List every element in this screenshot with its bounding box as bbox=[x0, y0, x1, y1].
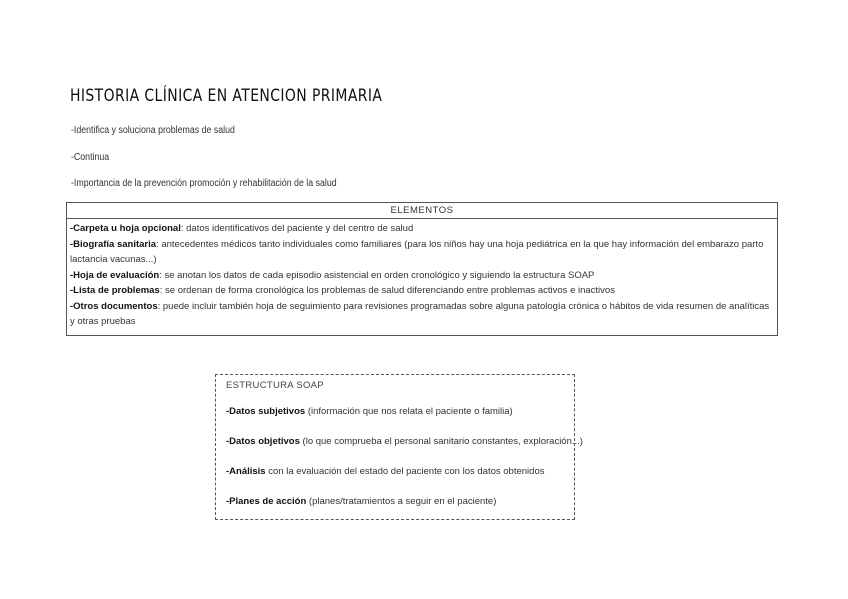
element-text: : datos identificativos del paciente y del centro de salud bbox=[180, 223, 414, 234]
soap-term: -Datos subjetivos bbox=[226, 406, 306, 417]
element-row bbox=[70, 299, 771, 330]
element-row bbox=[70, 237, 771, 268]
element-text: : antecedentes médicos tanto individuales como familiares (para los niños hay una hoja pediátrica en la que hay información del embarazo parto lactancia vacunas...) bbox=[70, 238, 764, 265]
soap-item bbox=[226, 436, 583, 466]
soap-text: (lo que comprueba el personal sanitario constantes, exploración...) bbox=[299, 436, 583, 447]
element-term: -Lista de problemas bbox=[70, 285, 160, 296]
soap-item bbox=[226, 496, 574, 526]
element-text: : se anotan los datos de cada episodio asistencial en orden cronológico y siguiendo la estructura SOAP bbox=[159, 269, 595, 281]
soap-text: con la evaluación del estado del paciente con los datos obtenidos bbox=[265, 466, 545, 477]
element-term: -Biografía sanitaria bbox=[70, 238, 157, 250]
element-term: -Otros documentos bbox=[70, 300, 158, 312]
element-text: : puede incluir también hoja de seguimiento para revisiones programadas sobre alguna patología crónica o hábitos de vida resumen de analíticas y otras pruebas bbox=[70, 300, 770, 327]
intro-line-1: -Identifica y soluciona problemas de salud bbox=[71, 125, 235, 136]
element-row bbox=[70, 268, 771, 284]
element-row bbox=[70, 283, 771, 299]
soap-item bbox=[226, 466, 574, 496]
elements-body bbox=[67, 219, 777, 330]
soap-box bbox=[215, 374, 583, 520]
intro-line-2: -Continua bbox=[71, 152, 110, 163]
soap-term: -Análisis bbox=[226, 466, 266, 477]
soap-text: (información que nos relata el paciente o familia) bbox=[305, 406, 513, 417]
element-term: -Hoja de evaluación bbox=[70, 269, 160, 281]
soap-item bbox=[226, 406, 574, 436]
soap-title: ESTRUCTURA SOAP bbox=[226, 380, 324, 391]
element-text: : se ordenan de forma cronológica los problemas de salud diferenciando entre problemas activos e inactivos bbox=[159, 285, 615, 296]
element-row bbox=[70, 221, 771, 237]
elements-header: ELEMENTOS bbox=[67, 203, 777, 219]
soap-text: (planes/tratamientos a seguir en el paciente) bbox=[306, 496, 497, 507]
soap-term: -Datos objetivos bbox=[226, 436, 300, 447]
elements-table bbox=[66, 202, 778, 336]
element-term: -Carpeta u hoja opcional bbox=[70, 223, 181, 234]
page-title: HISTORIA CLÍNICA EN ATENCION PRIMARIA bbox=[70, 86, 383, 106]
intro-line-3: -Importancia de la prevención promoción y rehabilitación de la salud bbox=[71, 178, 337, 189]
soap-term: -Planes de acción bbox=[226, 496, 307, 507]
